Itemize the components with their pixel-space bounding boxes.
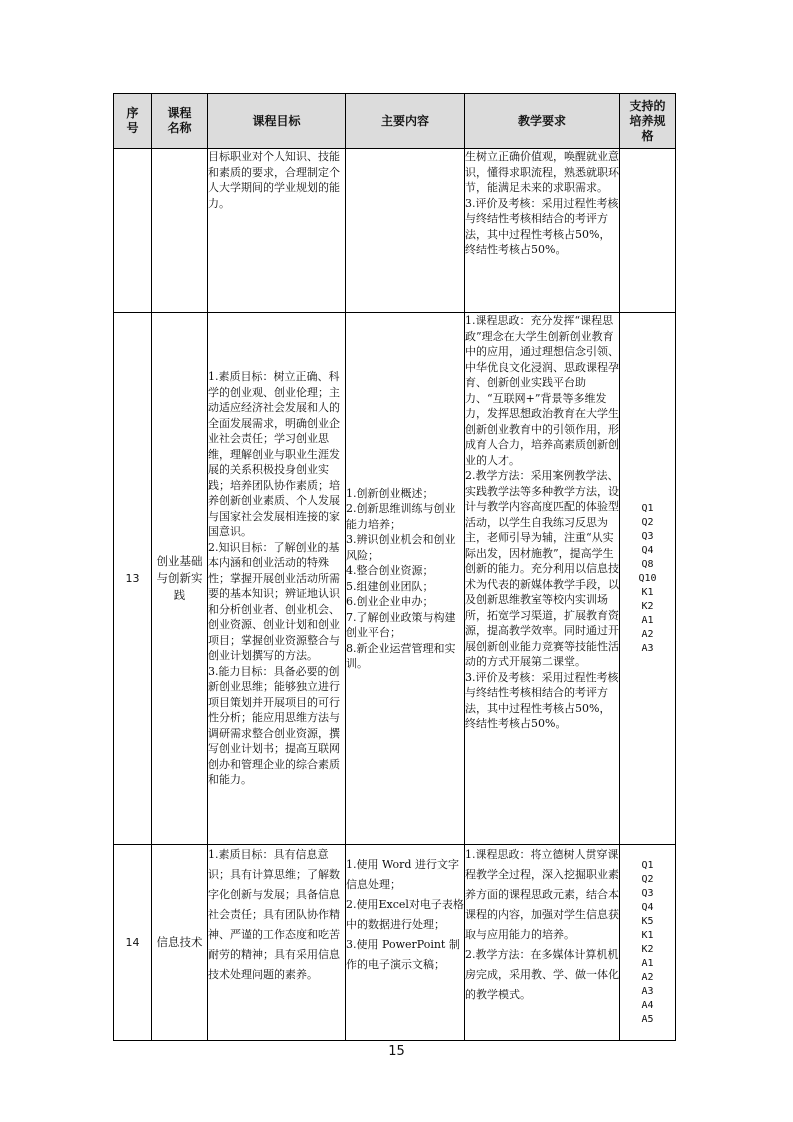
header-content: 主要内容 (346, 94, 465, 149)
row-content: 1.使用 Word 进行文字信息处理； 2.使用Excel对电子表格中的数据进行处理； 3.使用 PowerPoint 制作的电子演示文稿； (346, 845, 465, 1041)
header-requirement: 教学要求 (465, 94, 620, 149)
row-requirement: 1.课程思政：将立德树人贯穿课程教学全过程，深入挖掘职业素养方面的课程思政元素，结合本课程的内容，加强对学生信息获取与应用能力的培养。 2.教学方法：在多媒体计算机机房完成，采用教、学、做一体化的教学模式。 (465, 845, 620, 1041)
row-index (114, 149, 152, 313)
row-requirement: 生树立正确价值观，唤醒就业意识，懂得求职流程，熟悉就职环节，能满足未来的求职需求。 3.评价及考核：采用过程性考核与终结性考核相结合的考评方法，其中过程性考核占50%，终结性考核占50%。 (465, 149, 620, 313)
table-header-row (114, 94, 676, 149)
row-course-name: 信息技术 (152, 845, 208, 1041)
row-content (346, 149, 465, 313)
header-objective: 课程目标 (208, 94, 346, 149)
header-index: 序号 (114, 94, 152, 149)
row-objective: 1.素质目标：具有信息意识；具有计算思维；了解数字化创新与发展；具备信息社会责任；具有团队协作精神、严谨的工作态度和吃苦耐劳的精神；具有采用信息技术处理问题的素养。 (208, 845, 346, 1041)
row-content: 1.创新创业概述； 2.创新思维训练与创业能力培养； 3.辨识创业机会和创业风险； 4.整合创业资源； 5.组建创业团队； 6.创业企业申办； 7.了解创业政策与构建创业平台； 8.新企业运营管理和实训。 (346, 313, 465, 845)
header-spec: 支持的培养规格 (620, 94, 676, 149)
row-index: 14 (114, 845, 152, 1041)
row-spec (620, 149, 676, 313)
row-objective: 1.素质目标：树立正确、科学的创业观、创业伦理；主动适应经济社会发展和人的全面发展需求，明确创业企业社会责任；学习创业思维，理解创业与职业生涯发展的关系积极投身创业实践；培养团队协作素质；培养创新创业素质、个人发展与国家社会发展相连接的家国意识。 2.知识目标：了解创业的基本内涵和创业活动的特殊性；掌握开展创业活动所需要的基本知识；辨证地认识和分析创业者、创业机会、创业资源、创业计划和创业项目；掌握创业资源整合与创业计划撰写的方法。 3.能力目标：具备必要的创新创业思维；能够独立进行项目策划并开展项目的可行性分析；能应用思维方法与调研需求整合创业资源，撰写创业计划书；提高互联网创办和管理企业的综合素质和能力。 (208, 313, 346, 845)
table-row (114, 149, 676, 313)
table-row (114, 313, 676, 845)
row-course-name (152, 149, 208, 313)
page-number: 15 (388, 1044, 405, 1059)
row-objective: 目标职业对个人知识、技能和素质的要求，合理制定个人大学期间的学业规划的能力。 (208, 149, 346, 313)
row-course-name: 创业基础与创新实践 (152, 313, 208, 845)
row-requirement: 1.课程思政：充分发挥“课程思政”理念在大学生创新创业教育中的应用，通过理想信念引领、中华优良文化浸润、思政课程孕育、创新创业实践平台助力、“互联网+”背景等多维发力，发挥思想政治教育在大学生创新创业教育中的引领作用，形成育人合力，培养高素质创新创业的人才。 2.教学方法：采用案例教学法、实践教学法等多种教学方法，设计与教学内容高度匹配的体验型活动，以学生自我练习反思为主，老师引导为辅，注重“从实际出发，因材施教”，提高学生创新的能力。充分利用以信息技术为代表的新媒体教学手段，以及创新思维教室等校内实训场所，拓宽学习渠道，扩展教育资源，提高教学效率。同时通过开展创新创业能力竞赛等技能性活动的方式开展第二课堂。 3.评价及考核：采用过程性考核与终结性考核相结合的考评方法，其中过程性考核占50%，终结性考核占50%。 (465, 313, 620, 845)
header-course-name: 课程名称 (152, 94, 208, 149)
row-spec: Q1 Q2 Q3 Q4 Q8 Q10 K1 K2 A1 A2 A3 (620, 313, 676, 845)
course-table (113, 93, 676, 1041)
table-row (114, 845, 676, 1041)
row-spec: Q1 Q2 Q3 Q4 K5 K1 K2 A1 A2 A3 A4 A5 (620, 845, 676, 1041)
row-index: 13 (114, 313, 152, 845)
